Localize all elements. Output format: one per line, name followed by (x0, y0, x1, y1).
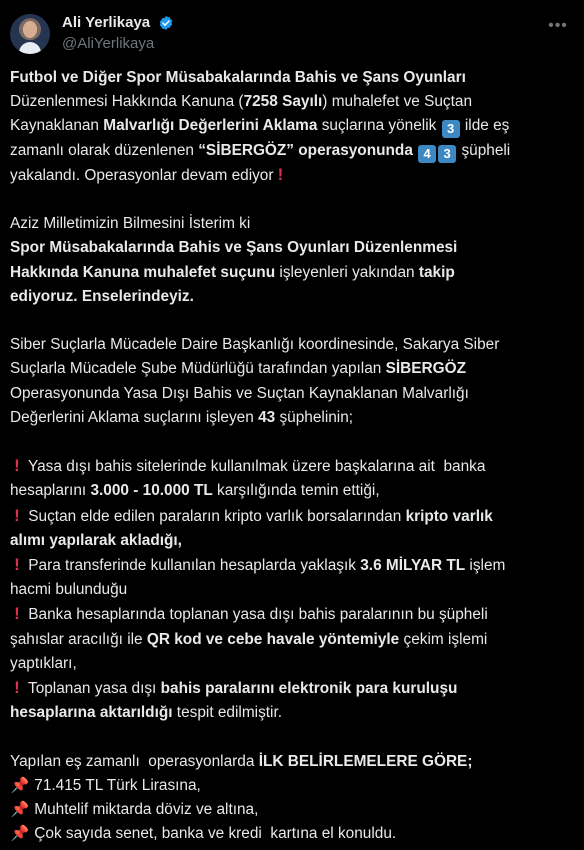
text: 71.415 TL Türk Lirasına, (30, 776, 201, 794)
keycap-three-emoji: 3 (438, 145, 456, 163)
text-bold: QR kod ve cebe havale yöntemiyle (146, 630, 400, 648)
text-bold: 7258 Sayılı (243, 93, 323, 111)
exclamation-icon: ! (277, 164, 284, 184)
text: Suçtan elde edilen paraların kripto varlık borsalarından (24, 507, 406, 525)
text: Toplanan yasa dışı (24, 680, 161, 698)
text-bold: 43 (258, 408, 276, 426)
tweet-header (10, 12, 574, 56)
text-bold: 3.6 MİLYAR TL (360, 557, 466, 575)
text: Yasa dışı bahis sitelerinde kullanılmak üzere başkalarına ait banka hesaplarını (10, 458, 486, 500)
display-name[interactable]: Ali Yerlikaya (62, 14, 151, 32)
exclamation-icon: ! (14, 505, 20, 525)
text: işlem hacmi bulunduğu (10, 557, 506, 599)
text-bold: takip ediyoruz. Enselerindeyiz. (10, 263, 455, 305)
avatar[interactable] (10, 14, 50, 54)
pushpin-icon: 📌 (10, 776, 30, 794)
text: Para transferinde kullanılan hesaplarda yaklaşık (24, 557, 361, 575)
text-bold: SİBERGÖZ (385, 360, 466, 378)
avatar-shirt (19, 42, 41, 54)
text: Operasyonunda Yasa Dışı Bahis ve Suçtan Kaynaklanan Malvarlığı Değerlerini Aklama suçlarını işleyen (10, 384, 469, 426)
text-bold: Futbol ve Diğer Spor Müsabakalarında Bahis ve Şans Oyunları (10, 69, 466, 86)
exclamation-icon: ! (14, 456, 20, 476)
text: çekim işlemi yaptıkları, (10, 630, 488, 672)
author-block (62, 14, 174, 52)
keycap-four-emoji: 4 (418, 145, 436, 163)
handle[interactable]: @AliYerlikaya (62, 35, 155, 52)
text: Muhtelif miktarda döviz ve altına, (30, 801, 259, 819)
tweet-text (10, 66, 578, 847)
verified-badge-icon (158, 15, 174, 31)
text: suçlarına yönelik (317, 117, 441, 135)
text: tespit edilmiştir. (172, 704, 283, 722)
keycap-three-emoji: 3 (442, 120, 460, 138)
text: Aziz Milletimizin Bilmesini İsterim ki (10, 215, 251, 233)
text: karşılığında temin ettiği, (212, 482, 380, 500)
text-bold: kripto varlık alımı yapılarak akladığı, (10, 507, 493, 549)
pushpin-icon: 📌 (10, 825, 30, 843)
text: Yapılan eş zamanlı operasyonlarda (10, 752, 259, 770)
pushpin-icon: 📌 (10, 801, 30, 819)
text: Banka hesaplarında toplanan yasa dışı bahis paralarının bu şüpheli şahıslar aracılığı ile (10, 606, 488, 648)
more-options-icon[interactable]: ••• (548, 17, 568, 34)
avatar-face (23, 21, 37, 38)
exclamation-icon: ! (14, 555, 20, 575)
text: Çok sayıda senet, banka ve kredi kartına el konuldu. (30, 825, 397, 843)
text: şüpheli yakalandı. Operasyonlar devam ediyor (10, 141, 511, 184)
text-bold: İLK BELİRLEMELERE GÖRE; (258, 752, 473, 770)
exclamation-icon: ! (14, 604, 20, 624)
text-bold: bahis paralarını elektronik para kuruluşu hesaplarına aktarıldığı (10, 680, 458, 722)
text-bold: Malvarlığı Değerlerini Aklama (103, 117, 318, 135)
exclamation-icon: ! (14, 678, 20, 698)
text-bold: “SİBERGÖZ” operasyonunda (198, 141, 413, 159)
text: Siber Suçlarla Mücadele Daire Başkanlığı koordinesinde, Sakarya Siber Suçlarla Mücadele Şube Müdürlüğü tarafından yapılan (10, 336, 500, 378)
text: işleyenleri yakından (275, 263, 419, 281)
text: ) muhalefet ve Suçtan Kaynaklanan (10, 93, 473, 135)
text-bold: 3.000 - 10.000 TL (90, 482, 213, 500)
text: şüphelinin; (275, 408, 354, 426)
text-bold: Spor Müsabakalarında Bahis ve Şans Oyunları Düzenlenmesi Hakkında Kanuna muhalefet suçunu (10, 239, 458, 281)
text: Düzenlenmesi Hakkında Kanuna ( (10, 93, 244, 111)
text: ilde eş zamanlı olarak düzenlenen (10, 117, 510, 159)
